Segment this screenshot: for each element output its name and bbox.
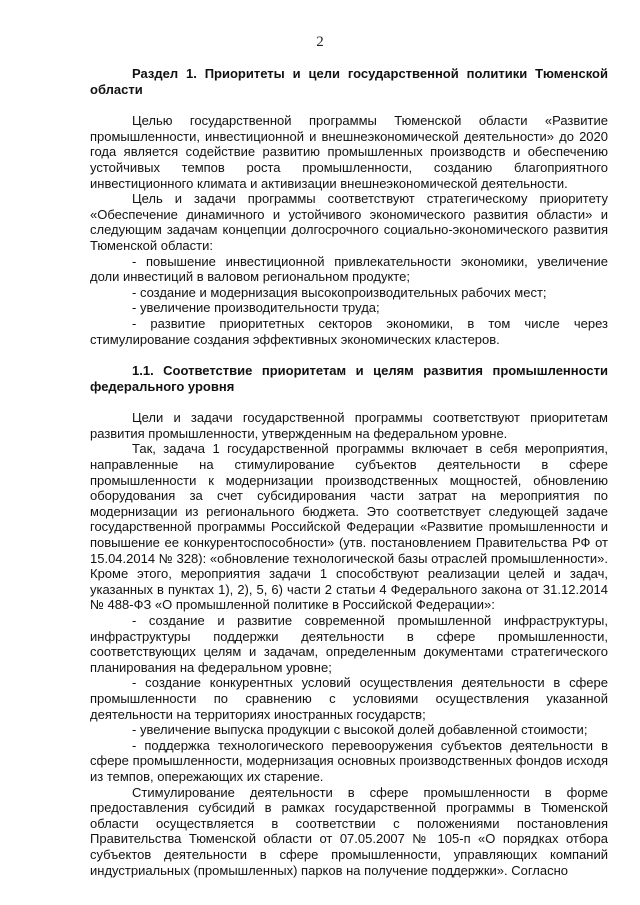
section-1-list-item: - создание и модернизация высокопроизводительных рабочих мест; [132, 284, 547, 300]
section-1-paragraph: Целью государственной программы Тюменской области «Развитие промышленности, инвестиционной и внешнеэкономической деятельности» до 2020 года является содействие развитию промышленных производств и обеспечению устойчивых темпов роста промышленности, созданию благоприятного инвестиционного климата и активизации внешнеэкономической деятельности. [90, 113, 608, 191]
section-1-1-paragraph: Так, задача 1 государственной программы включает в себя мероприятия, направленные на стимулирование субъектов деятельности в сфере промышленности к модернизации производственных мощностей, обновлению оборудования за счет субсидирования части затрат на мероприятия по модернизации из регионального бюджета. Это соответствует следующей задаче государственной программы Российской Федерации «Развитие промышленности и повышение ее конкурентоспособности» (утв. постановлением Правительства РФ от 15.04.2014 № 328): «обновление технологической базы отраслей промышленности». Кроме этого, мероприятия задачи 1 способствуют реализации целей и задач, указанных в пунктах 1), 2), 5, 6) части 2 статьи 4 Федерального закона от 31.12.2014 № 488-ФЗ «О промышленной политике в Российской Федерации»: [90, 441, 608, 613]
section-1-1-list-item: - создание и развитие современной промышленной инфраструктуры, инфраструктуры поддержки деятельности в сфере промышленности, соответствующих целям и задачам, определенным документами стратегического планирования на федеральном уровне; [90, 613, 608, 675]
section-1-1-paragraph: Цели и задачи государственной программы соответствуют приоритетам развития промышленности, утвержденным на федеральном уровне. [90, 410, 608, 441]
section-1-heading: Раздел 1. Приоритеты и цели государственной политики Тюменской области [90, 66, 608, 97]
section-1-1-list-item: - увеличение выпуска продукции с высокой долей добавленной стоимости; [132, 722, 588, 738]
section-1-list-item: - развитие приоритетных секторов экономики, в том числе через стимулирование создания эффективных экономических кластеров. [90, 315, 608, 347]
page-number: 2 [316, 34, 324, 50]
section-1-1-paragraph: Стимулирование деятельности в сфере промышленности в форме предоставления субсидий в рамках государственной программы в Тюменской области осуществляется в соответствии с положениями постановления Правительства Тюменской области от 07.05.2007 № 105-п «О порядках отбора субъектов деятельности в сфере промышленности, управляющих компаний индустриальных (промышленных) парков на получение поддержки». Согласно [90, 784, 608, 878]
section-1-1-list-item: - создание конкурентных условий осуществления деятельности в сфере промышленности по сравнению с условиями осуществления указанной деятельности на территориях иностранных государств; [90, 675, 608, 722]
document-body [90, 66, 608, 878]
section-1-list-item: - увеличение производительности труда; [132, 300, 380, 316]
section-1-1-list-item: - поддержка технологического перевооружения субъектов деятельности в сфере промышленности, модернизация основных производственных фондов исходя из темпов, опережающих их старение. [90, 737, 608, 784]
section-1-list-item: - повышение инвестиционной привлекательности экономики, увеличение доли инвестиций в валовом региональном продукте; [90, 253, 608, 285]
section-1-paragraph: Цель и задачи программы соответствуют стратегическому приоритету «Обеспечение динамичного и устойчивого экономического развития области» и следующим задачам концепции долгосрочного социально-экономического развития Тюменской области: [90, 191, 608, 253]
section-1-1-heading: 1.1. Соответствие приоритетам и целям развития промышленности федерального уровня [90, 363, 608, 394]
